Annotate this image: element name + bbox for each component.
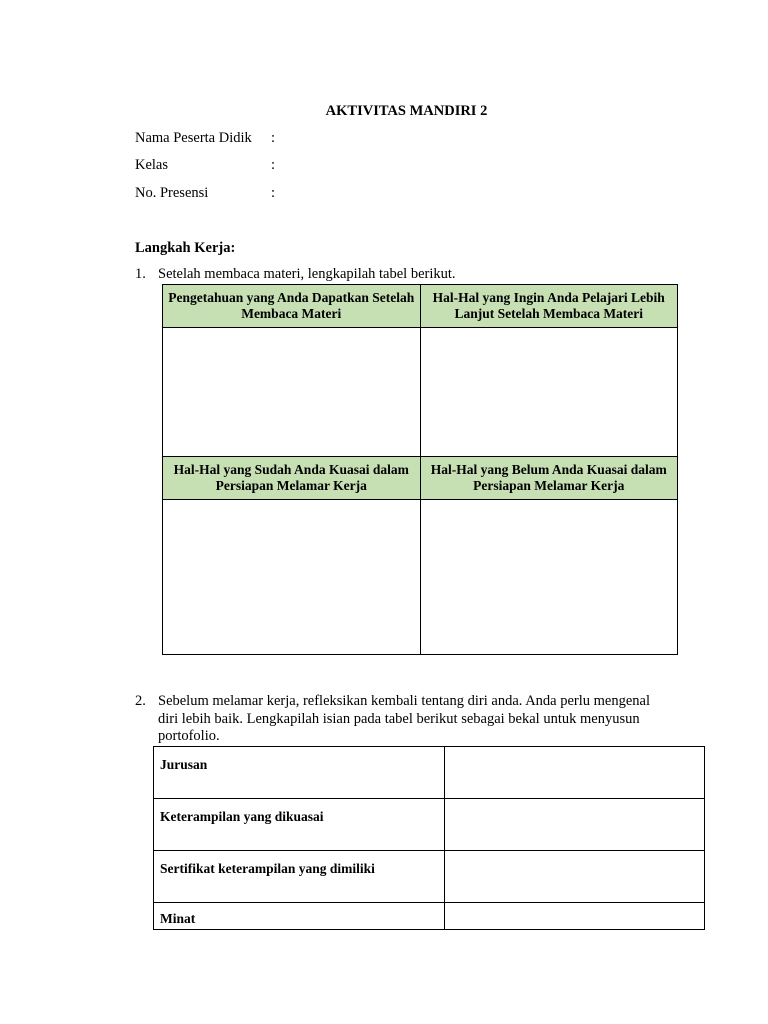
answer-cell[interactable] (420, 500, 678, 655)
row-label-certificates: Sertifikat keterampilan yang dimiliki (154, 851, 445, 903)
identity-row-name (135, 130, 275, 147)
document-title: AKTIVITAS MANDIRI 2 (325, 103, 488, 119)
table-header-cell: Pengetahuan yang Anda Dapatkan Setelah Membaca Materi (163, 285, 421, 328)
step-text: Setelah membaca materi, lengkapilah tabel berikut. (158, 266, 456, 282)
identity-label: Kelas (135, 157, 169, 173)
answer-cell[interactable] (445, 799, 705, 851)
identity-separator: : (271, 185, 276, 201)
step-text (158, 693, 650, 746)
step-text-line: Sebelum melamar kerja, refleksikan kembali tentang diri anda. Anda perlu mengenal (158, 693, 651, 709)
row-label-skills: Keterampilan yang dikuasai (154, 799, 445, 851)
steps-heading: Langkah Kerja: (135, 240, 236, 256)
knowledge-table (162, 284, 678, 655)
identity-row-class (135, 157, 275, 174)
step-text-line: diri lebih baik. Lengkapilah isian pada tabel berikut sebagai bekal untuk menyusun (158, 710, 640, 727)
row-label-major: Jurusan (154, 747, 445, 799)
step-text-line: portofolio. (158, 728, 220, 744)
answer-cell[interactable] (445, 903, 705, 930)
identity-row-attendance (135, 185, 275, 202)
table-header-cell: Hal-Hal yang Ingin Anda Pelajari Lebih Lanjut Setelah Membaca Materi (420, 285, 678, 328)
table-header-cell: Hal-Hal yang Belum Anda Kuasai dalam Persiapan Melamar Kerja (420, 457, 678, 500)
identity-separator: : (271, 157, 276, 173)
answer-cell[interactable] (445, 747, 705, 799)
answer-cell[interactable] (445, 851, 705, 903)
identity-label: No. Presensi (135, 185, 209, 201)
table-header-cell: Hal-Hal yang Sudah Anda Kuasai dalam Persiapan Melamar Kerja (163, 457, 421, 500)
row-label-interest: Minat (154, 903, 445, 930)
identity-label: Nama Peserta Didik (135, 130, 252, 146)
step-number: 2. (135, 693, 146, 709)
step-number: 1. (135, 266, 146, 282)
step-2 (135, 693, 695, 747)
answer-cell[interactable] (420, 328, 678, 457)
answer-cell[interactable] (163, 500, 421, 655)
identity-separator: : (271, 130, 276, 146)
answer-cell[interactable] (163, 328, 421, 457)
portfolio-table (153, 746, 705, 930)
